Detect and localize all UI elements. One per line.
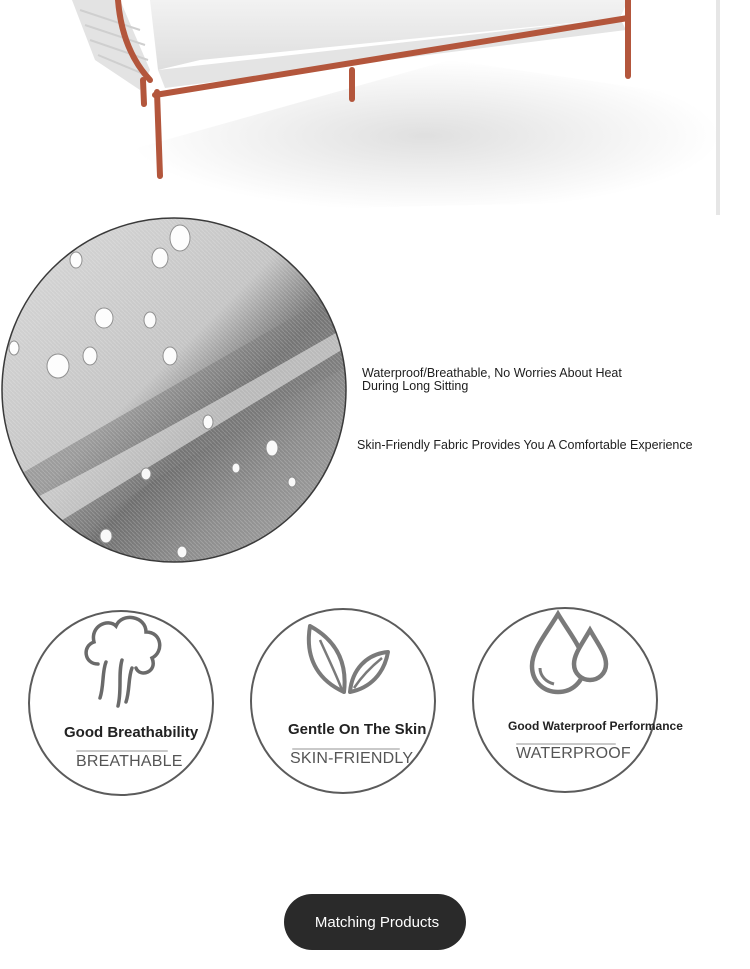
badge-title: Good Waterproof Performance (508, 719, 683, 733)
badge-title: Good Breathability (64, 724, 199, 741)
badge-subtitle: WATERPROOF (516, 745, 631, 762)
badge-subtitle: BREATHABLE (76, 753, 183, 770)
feature-text-waterproof: Waterproof/Breathable, No Worries About Heat During Long Sitting (362, 366, 622, 393)
cloud-steam-icon (78, 612, 168, 712)
divider (76, 750, 168, 752)
badge-subtitle: SKIN-FRIENDLY (290, 750, 414, 767)
fabric-closeup-image (0, 216, 348, 564)
feature-text-skin-friendly: Skin-Friendly Fabric Provides You A Comfortable Experience (357, 438, 693, 452)
badge-title: Gentle On The Skin (288, 721, 427, 738)
matching-products-button[interactable]: Matching Products (284, 894, 466, 950)
leaves-icon (302, 622, 394, 698)
sofa-image (0, 0, 750, 215)
water-drops-icon (526, 610, 612, 696)
